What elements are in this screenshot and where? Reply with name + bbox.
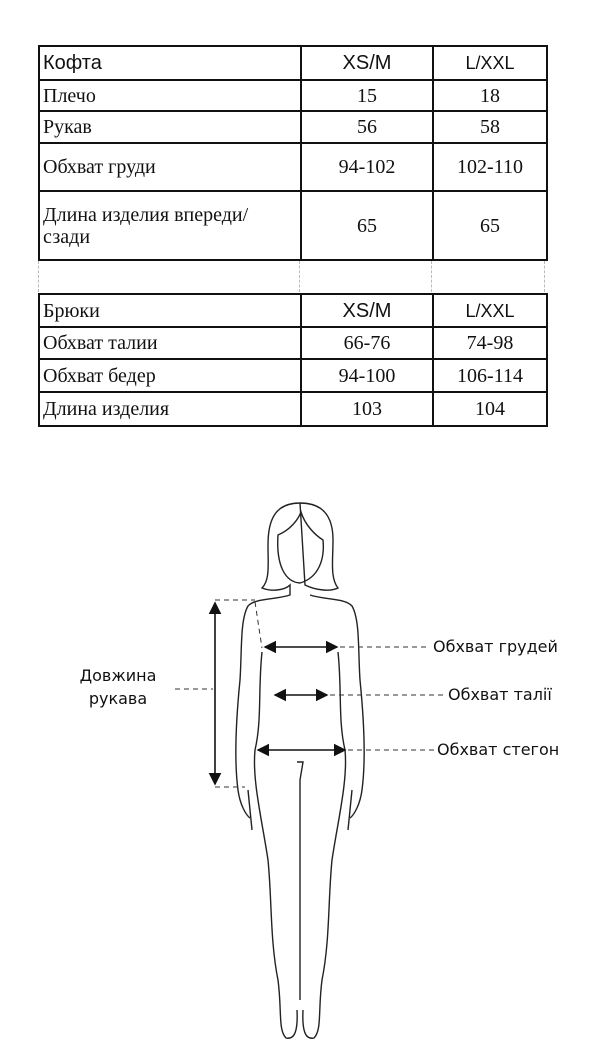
table-cell: 56 xyxy=(301,111,433,143)
table-cell: 18 xyxy=(433,80,547,111)
table-cell: 65 xyxy=(301,191,433,260)
table-cell: 102-110 xyxy=(433,143,547,191)
table-cell: L/XXL xyxy=(433,46,547,80)
measurement-arrows xyxy=(215,603,345,784)
table-cell: XS/M xyxy=(301,46,433,80)
table-cell: Кофта xyxy=(39,46,301,80)
table-cell: L/XXL xyxy=(433,294,547,327)
table-cell: Обхват талии xyxy=(39,327,301,359)
hips-label: Обхват стегон xyxy=(437,740,560,759)
table-cell: 94-100 xyxy=(301,359,433,392)
table-cell: Обхват бедер xyxy=(39,359,301,392)
body-outline xyxy=(236,503,364,1038)
table-cell: 103 xyxy=(301,392,433,426)
table-cell: Длина изделия впереди/ сзади xyxy=(39,191,301,260)
table-cell: 106-114 xyxy=(433,359,547,392)
table-cell: Плечо xyxy=(39,80,301,111)
table-cell: 66-76 xyxy=(301,327,433,359)
sleeve-length-label-line: Довжина xyxy=(79,666,157,685)
sleeve-length-label-line: рукава xyxy=(88,689,148,708)
table-cell: Брюки xyxy=(39,294,301,327)
table-cell: 58 xyxy=(433,111,547,143)
chest-label: Обхват грудей xyxy=(433,637,558,656)
sleeve-length-label xyxy=(70,664,166,710)
table-cell: 94-102 xyxy=(301,143,433,191)
waist-label: Обхват талії xyxy=(448,685,552,704)
table-cell: 15 xyxy=(301,80,433,111)
table-cell: Рукав xyxy=(39,111,301,143)
table-cell: 74-98 xyxy=(433,327,547,359)
table-cell: Длина изделия xyxy=(39,392,301,426)
table-cell: 104 xyxy=(433,392,547,426)
table-cell: Обхват груди xyxy=(39,143,301,191)
table-cell: 65 xyxy=(433,191,547,260)
table-cell: XS/M xyxy=(301,294,433,327)
